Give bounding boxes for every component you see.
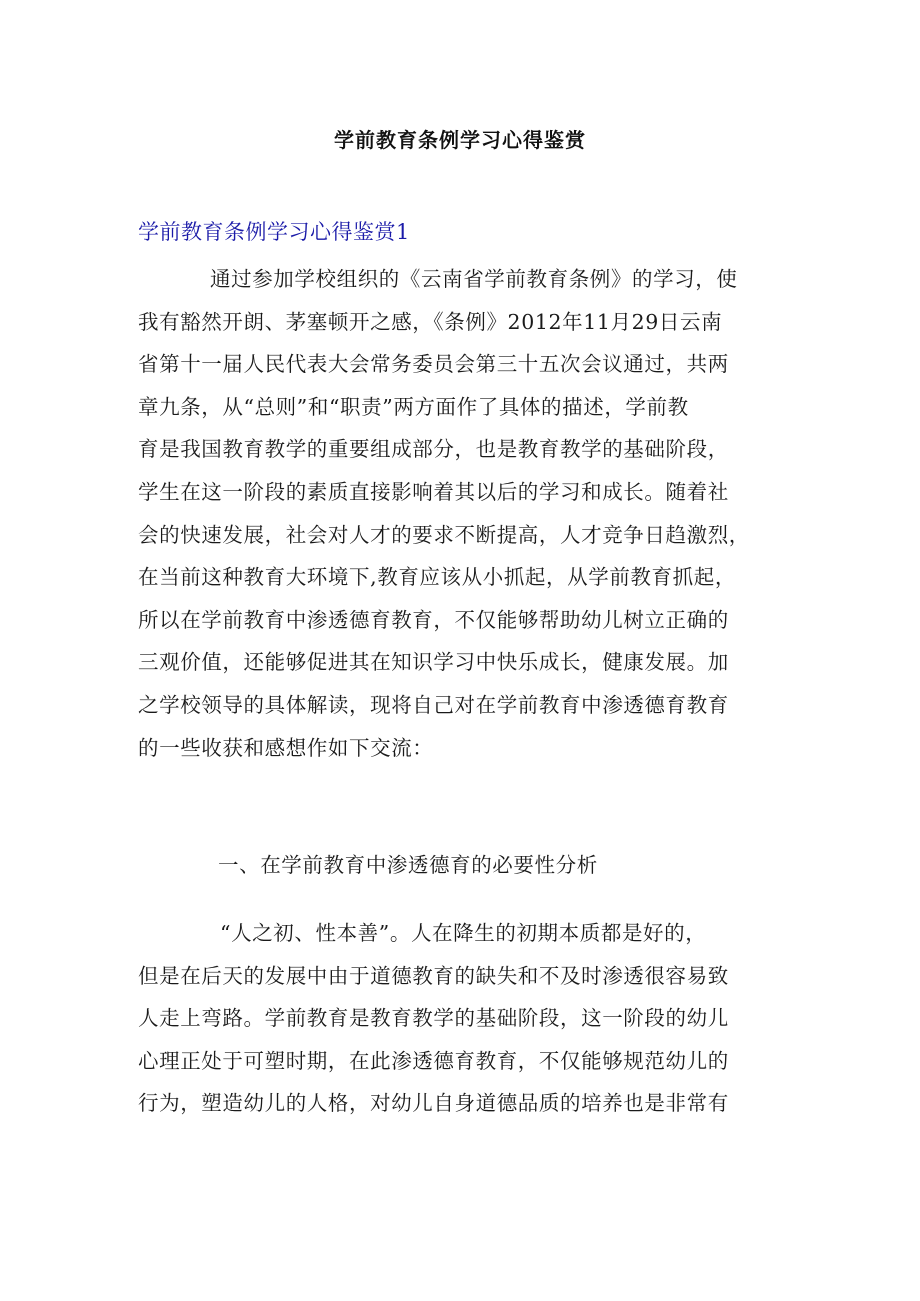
paragraph-line: 三观价值，还能够促进其在知识学习中快乐成长，健康发展。加 — [138, 650, 729, 675]
paragraph-line: 的一些收获和感想作如下交流： — [138, 735, 434, 760]
paragraph-line: 章九条，从“总则”和“职责”两方面作了具体的描述，学前教 — [138, 394, 689, 419]
paragraph-line: 我有豁然开朗、茅塞顿开之感，《条例》2012年11月29日云南 — [138, 309, 723, 334]
paragraph-line: 育是我国教育教学的重要组成部分，也是教育教学的基础阶段， — [138, 437, 729, 462]
paragraph-line: 之学校领导的具体解读，现将自己对在学前教育中渗透德育教育 — [138, 692, 729, 717]
document-title: 学前教育条例学习心得鉴赏 — [334, 128, 586, 152]
paragraph-line: 行为，塑造幼儿的人格，对幼儿自身道德品质的培养也是非常有 — [138, 1091, 729, 1116]
paragraph-line: 省第十一届人民代表大会常务委员会第三十五次会议通过，共两 — [138, 352, 729, 377]
paragraph-line: 心理正处于可塑时期，在此渗透德育教育，不仅能够规范幼儿的 — [138, 1048, 729, 1073]
paragraph-1 — [138, 258, 798, 769]
paragraph-line: 但是在后天的发展中由于道德教育的缺失和不及时渗透很容易致 — [138, 963, 729, 988]
paragraph-line: 会的快速发展，社会对人才的要求不断提高，人才竞争日趋激烈， — [138, 522, 750, 547]
paragraph-line: 学生在这一阶段的素质直接影响着其以后的学习和成长。随着社 — [138, 479, 729, 504]
paragraph-line: 在当前这种教育大环境下,教育应该从小抓起，从学前教育抓起， — [138, 565, 736, 590]
paragraph-line: 通过参加学校组织的《云南省学前教育条例》的学习，使 — [210, 267, 738, 291]
paragraph-line: 人走上弯路。学前教育是教育教学的基础阶段，这一阶段的幼儿 — [138, 1006, 729, 1031]
paragraph-line: 所以在学前教育中渗透德育教育，不仅能够帮助幼儿树立正确的 — [138, 607, 729, 632]
paragraph-line: “人之初、性本善”。人在降生的初期本质都是好的， — [220, 921, 707, 945]
paragraph-2 — [138, 912, 798, 1125]
sub-heading: 一、在学前教育中渗透德育的必要性分析 — [218, 853, 598, 877]
section-heading: 学前教育条例学习心得鉴赏1 — [138, 220, 410, 244]
